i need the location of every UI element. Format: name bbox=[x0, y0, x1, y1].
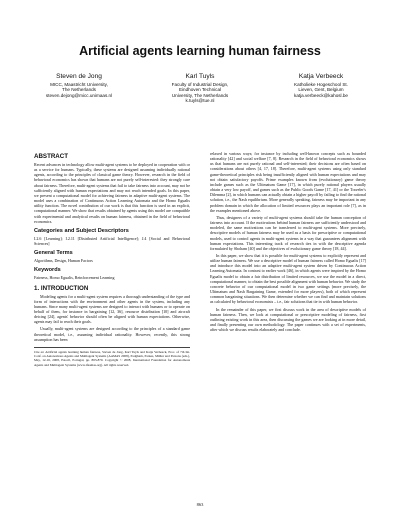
body-paragraph-3: In this paper, we show that it is possible for multi-agent systems to explicitly represent and utilize human fairness. We use a descriptive model of human fairness called Homo Egualis [17] and introduce this model into an adaptive multi-agent system driven by Continuous Action Learning Automata. In contrast to earlier work [46], in which agents were inspired by the Homo Egualis model to obtain a fair distribution of limited resources, we use the model in a direct, computational manner, to obtain the best possible alignment with human behavior. We study the concrete behavior of our computational model in two game settings (more precisely, the Ultimatum and Nash Bargaining Game, extended for more players), both of which represent common bargaining situations. We then determine whether we can find and maintain solutions as calculated by behavioral economists – i.e., fair solutions that tie in with human behavior. bbox=[210, 252, 366, 305]
author-2 bbox=[145, 73, 255, 104]
author-block bbox=[24, 73, 376, 104]
body-paragraph-4: In the remainder of this paper, we first discuss work in the area of descriptive models of human fairness. Then, we look at computational or prescriptive modeling of fairness, first outlining existing work in this area, then discussing the games we are looking at in more detail, and finally presenting our own methodology. The paper continues with a set of experiments, after which we discuss results elaborately and conclude. bbox=[210, 306, 366, 333]
author-email: katja.verbeeck@kahosl.be bbox=[294, 92, 348, 98]
keywords-heading: Keywords bbox=[34, 267, 61, 274]
left-column bbox=[34, 153, 190, 367]
abstract-text: Recent advances in technology allow multi-agent systems to be deployed in cooperation with or as a service for humans. Typically, these systems are designed assuming individually rational agents, according to the principles of classical game theory. However, research in the field of behavioral economics has shown that humans are not purely self-interested: they strongly care about fairness. Therefore, multi-agent systems that fail to take fairness into account, may not be sufficiently aligned with human expectations and may not reach intended goals. In this paper, we present a computational model for achieving fairness in adaptive multi-agent systems. The model uses a combination of Continuous Action Learning Automata and the Homo Egualis utility function. The novel contribution of our work is that this function is used in an explicit, computational manner. We show that results obtained by agents using this model are compatible with experimental and analytical results on human fairness, obtained in the field of behavioral economics. bbox=[34, 162, 190, 224]
author-name: Karl Tuyls bbox=[185, 73, 215, 80]
right-column bbox=[210, 151, 366, 334]
author-affiliation: MICC, Maastricht University, bbox=[50, 82, 108, 87]
author-email: k.tuyls@tue.nl bbox=[185, 98, 215, 104]
paper-title: Artificial agents learning human fairness bbox=[79, 44, 321, 58]
abstract-heading: ABSTRACT bbox=[34, 153, 69, 160]
author-affiliation: Katholieke Hogeschool St. bbox=[294, 82, 348, 87]
page-number: 863 bbox=[196, 502, 204, 507]
author-affiliation: University, The Netherlands bbox=[171, 92, 229, 98]
author-affiliation: Lieven, Gent, Belgium bbox=[298, 87, 344, 93]
categories-heading: Categories and Subject Descriptors bbox=[34, 227, 129, 234]
author-affiliation: Faculty of Industrial Design, bbox=[171, 82, 229, 87]
citation-footnote: Cite as: Artificial agents learning human fairness, Steven de Jong, Karl Tuyls and Katja Verbeeck, Proc. of 7th Int. Conf. on Autonomous Agents and Multiagent Systems (AAMAS 2008), Padgham, Parkes, Müller and Parsons (eds.), May, 12-16, 2008, Estoril, Portugal, pp. 863-870. Copyright © 2008, International Foundation for Autonomous Agents and Multiagent Systems (www.ifaamas.org). All rights reserved. bbox=[34, 347, 190, 367]
introduction-paragraph-2: Usually, multi-agent systems are designed according to the principles of a standard game theoretical model, i.e., assuming individual rationality. However, recently, this strong assumption has been bbox=[34, 326, 190, 342]
keywords-text: Fairness, Homo Egualis, Reinforcement Learning bbox=[34, 275, 115, 281]
introduction-paragraph-1: Modeling agents for a multi-agent system requires a thorough understanding of the type and form of interactions with the environment and other agents in the system, including any humans. Since many multi-agent systems are designed to interact with humans or to operate on behalf of them, for instance in bargaining [12, 36], resource distribution [10] and aircraft deicing [24], agents' behavior should often be aligned with human expectations. Otherwise, agents may fail to reach their goals. bbox=[34, 293, 190, 325]
author-affiliation: The Netherlands bbox=[62, 87, 96, 93]
author-email: steven.dejong@micc.unimaas.nl bbox=[45, 92, 113, 98]
author-name: Katja Verbeeck bbox=[298, 73, 344, 80]
introduction-heading: 1. INTRODUCTION bbox=[34, 284, 89, 292]
author-3 bbox=[266, 73, 376, 104]
author-affiliation: Eindhoven Technical bbox=[178, 87, 222, 93]
body-paragraph-1: relaxed in various ways; for instance by including well-known concepts such as bounded rationality [42] and social welfare [7, 8]. Research in the field of behavioral economics shows us that humans are not purely rational and self-interested; their decisions are often based on considerations about others [4, 17, 18]. Therefore, multi-agent systems using only standard game-theoretical principles risk being insufficiently aligned with human expectations and may not obtain satisfactory payoffs. Prime examples known from (evolutionary) game theory include games such as the Ultimatum Game [17], in which purely rational players usually obtain a very low payoff, and games such as the Public Goods Game [17, 41] or the Traveler's Dilemma [2], in which humans can actually obtain a higher payoff by failing to find the rational solution, i.e., the Nash equilibrium. More generally speaking, fairness may be important in any problem domain in which the allocation of limited resources plays an important role [7], as in the examples mentioned above. bbox=[210, 151, 366, 213]
author-1 bbox=[24, 73, 134, 104]
author-name: Steven de Jong bbox=[56, 73, 102, 80]
general-terms-heading: General Terms bbox=[34, 250, 73, 257]
body-paragraph-2: Thus, designers of a variety of multi-agent systems should take the human conception of fairness into account. If the motivations behind human fairness are sufficiently understood and modeled, the same motivations can be transferred to multi-agent systems. More precisely, descriptive models of human fairness may be used as a basis for prescriptive or computational models, used to control agents in multi-agent systems in a way that guarantees alignment with human expectations. This interesting track of research ties in with the descriptive agenda formulated by Shoham [40] and the objectives of evolutionary game theory [18, 44]. bbox=[210, 214, 366, 251]
general-terms-text: Algorithms, Design, Human Factors bbox=[34, 258, 93, 264]
categories-text: I.2.6 [Learning]; I.2.11 [Distributed Artificial Intelligence]; J.4 [Social and Behavioral Sciences] bbox=[34, 235, 190, 247]
